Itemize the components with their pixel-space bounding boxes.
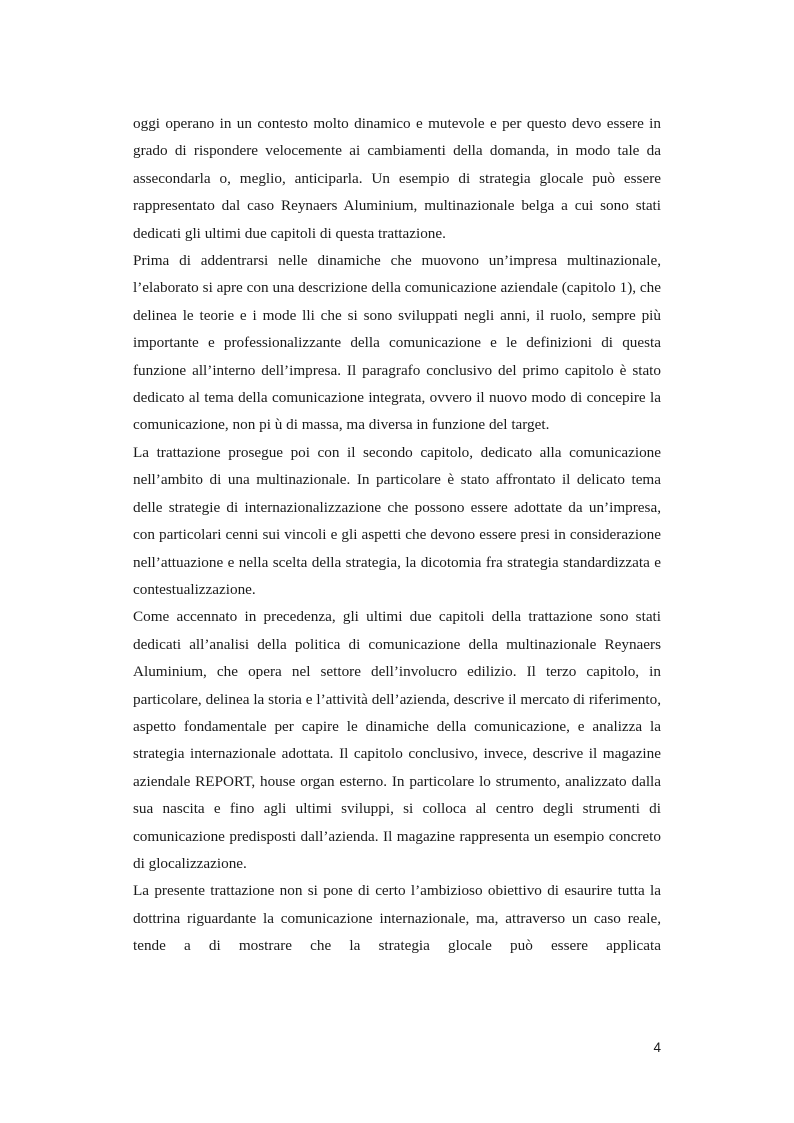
paragraph-obiettivo: La presente trattazione non si pone di certo l’ambizioso obiettivo di esaurire tutta la dottrina riguardante la comunicazione internazionale, ma, attraverso un caso reale, tende a di mostrare che la strategia glocale può essere applicata xyxy=(133,882,661,955)
page-number: 4 xyxy=(653,1040,661,1055)
paragraph-continuation: oggi operano in un contesto molto dinamico e mutevole e per questo devo essere in grado di rispondere velocemente ai cambiamenti della domanda, in modo tale da assecondarla o, meglio, anticiparla. Un esempio di strategia glocale può essere rappresentato dal caso Reynaers Aluminium, multinazionale belga a cui sono stati dedicati gli ultimi due capitoli di questa trattazione. xyxy=(133,115,661,242)
paragraph-comunicazione-aziendale: Prima di addentrarsi nelle dinamiche che muovono un’impresa multinazionale, l’elaborato si apre con una descrizione della comunicazione aziendale (capitolo 1), che delinea le teorie e i mode lli che si sono sviluppati negli anni, il ruolo, sempre più importante e professionalizzante della comunicazione e le definizioni di questa funzione all’interno dell’impresa. Il paragrafo conclusivo del primo capitolo è stato dedicato al tema della comunicazione integrata, ovvero il nuovo modo di concepire la comunicazione, non pi ù di massa, ma diversa in funzione del target. xyxy=(133,252,661,434)
paragraph-ultimi-capitoli: Come accennato in precedenza, gli ultimi due capitoli della trattazione sono stati dedicati all’analisi della politica di comunicazione della multinazionale Reynaers Aluminium, che opera nel settore dell’involucro edilizio. Il terzo capitolo, in particolare, delinea la storia e l’attività dell’azienda, descrive il mercato di riferimento, aspetto fondamentale per capire le dinamiche della comunicazione, e analizza la strategia internazionale adottata. Il capitolo conclusivo, invece, descrive il magazine aziendale REPORT, house organ esterno. In particolare lo strumento, analizzato dalla sua nascita e fino agli ultimi sviluppi, si colloca al centro degli strumenti di comunicazione predisposti dall’azienda. Il magazine rappresenta un esempio concreto di glocalizzazione. xyxy=(133,608,661,872)
body-text xyxy=(133,110,661,960)
paragraph-secondo-capitolo: La trattazione prosegue poi con il secondo capitolo, dedicato alla comunicazione nell’ambito di una multinazionale. In particolare è stato affrontato il delicato tema delle strategie di internazionalizzazione che possono essere adottate da un’impresa, con particolari cenni sui vincoli e gli aspetti che devono essere presi in considerazione nell’attuazione e nella scelta della strategia, la dicotomia fra strategia standardizzata e contestualizzazione. xyxy=(133,443,661,598)
